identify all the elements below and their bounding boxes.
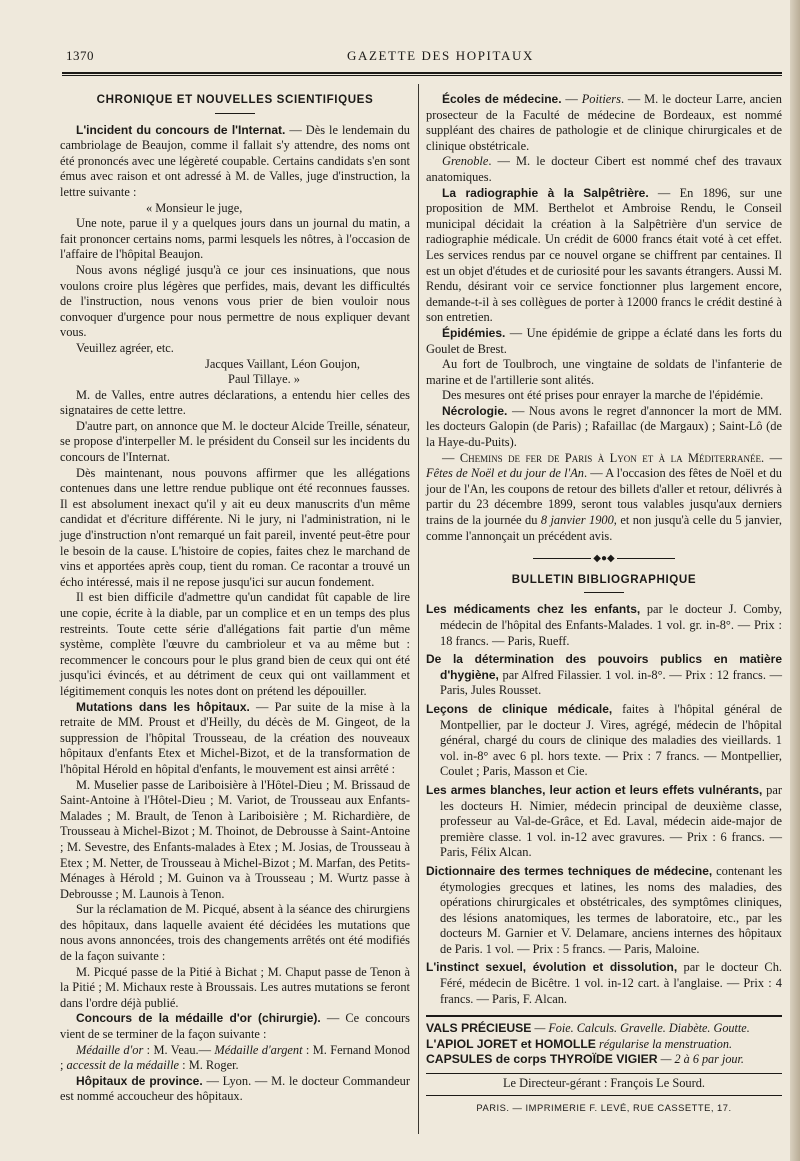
ornament-divider: ◆●◆ bbox=[426, 551, 782, 567]
imprint-line: PARIS. — IMPRIMERIE F. LEVÉ, RUE CASSETTE, 17. bbox=[426, 1095, 782, 1116]
title-rule bbox=[584, 592, 624, 593]
chronique-title: CHRONIQUE ET NOUVELLES SCIENTIFIQUES bbox=[96, 93, 374, 106]
ad-product: VALS PRÉCIEUSE bbox=[426, 1021, 532, 1036]
article-text: : M. Roger. bbox=[179, 1058, 239, 1073]
article-text: . — A l'occasion des fêtes de Noël et du jour de l'An, les coupons de retour des billets d'aller et retour, délivrés à partir du 23 décembre 1899, seront tous valables jusqu'aux derniers trains de la journée du bbox=[426, 466, 782, 528]
page-number: 1370 bbox=[66, 48, 94, 63]
right-column bbox=[426, 92, 782, 1116]
advertisement bbox=[426, 1037, 782, 1052]
header-rule bbox=[62, 72, 782, 76]
article-text: — En 1896, sur une proposition de MM. Berthelot et Ambroise Rendu, le Conseil municipal décidait la création à la Salpêtrière d'un service de radiographie médicale. Un crédit de 6000 francs était voté à cet effet. Les services rendus par ce nouvel organe se chiffrent par centaines. Il est un objet d'études et de curiosité pour les savants étrangers. Aussi M. Rendu, désirant voir ce service fonctionner plus largement encore, demande-t-il à ses collègues de porter à 12000 francs le crédit destiné à son entretien. bbox=[426, 185, 782, 325]
paragraph: Des mesures ont été prises pour enrayer la marche de l'épidémie. bbox=[442, 388, 764, 403]
article-heading: Hôpitaux de province. bbox=[76, 1073, 203, 1088]
bulletin-title: BULLETIN BIBLIOGRAPHIQUE bbox=[511, 572, 697, 586]
paragraph bbox=[426, 154, 782, 185]
article-text: — Ce concours vient de se terminer de la façon suivante : bbox=[60, 1011, 410, 1042]
letter-signature: Jacques Vaillant, Léon Goujon, bbox=[205, 356, 360, 371]
city-name: Grenoble bbox=[442, 154, 489, 169]
book-title: Les médicaments chez les enfants, bbox=[426, 602, 641, 617]
article-text: . — bbox=[761, 450, 782, 465]
paragraph: M. Picqué passe de la Pitié à Bichat ; M. Chaput passe de Tenon à la Pitié ; M. Michaux reste à Broussais. Les autres mutations se feront dans l'ordre déjà publié. bbox=[60, 964, 410, 1010]
paragraph bbox=[60, 123, 410, 201]
biblio-entry bbox=[426, 783, 782, 861]
article-heading: Épidémies. bbox=[442, 325, 506, 340]
page-edge bbox=[790, 0, 800, 1161]
left-column bbox=[60, 92, 410, 1105]
article-text: — Par suite de la mise à la retraite de MM. Proust et d'Heilly, du décès de M. Gingeot, de la suppression de l'hôpital Trousseau, de la création des nouveaux hôpitaux d'enfants Etex et Michel-Bizot, et de la transformation de l'hôpital Hérold en hôpital d'enfants, le mouvement est ainsi arrêté : bbox=[60, 699, 410, 776]
letter-signature: Paul Tillaye. » bbox=[228, 372, 300, 387]
notice-title: Fêtes de Noël et du jour de l'An bbox=[426, 466, 584, 481]
title-rule bbox=[215, 113, 255, 114]
book-title: Leçons de clinique médicale, bbox=[426, 701, 613, 716]
paragraph: D'autre part, on annonce que M. le docteur Alcide Treille, sénateur, se propose d'interpeller M. le président du Conseil sur les incidents du concours de l'Internat. bbox=[60, 418, 410, 465]
paragraph bbox=[60, 1011, 410, 1042]
article-heading: La radiographie à la Salpêtrière. bbox=[442, 185, 649, 200]
article-text: . — M. le docteur Larre, ancien prosecteur de la Faculté de médecine de Bordeaux, est nommé suppléant des chaires de pathologie et de clinique chirurgicales et de clinique obstétricale. bbox=[426, 92, 783, 153]
city-name: Poitiers bbox=[581, 92, 621, 106]
advertisements bbox=[426, 1015, 782, 1067]
ad-text: — 2 à 6 par jour. bbox=[657, 1052, 744, 1067]
article-text: , et non jusqu'à celle du 5 janvier, comme l'annonçait un précédent avis. bbox=[426, 513, 782, 543]
article-heading: Écoles de médecine. bbox=[442, 92, 562, 106]
award-label: accessit de la médaille bbox=[66, 1058, 180, 1073]
award-label: Médaille d'argent bbox=[214, 1042, 303, 1057]
biblio-entry bbox=[426, 702, 782, 780]
paragraph bbox=[426, 451, 782, 545]
paragraph: Dès maintenant, nous pouvons affirmer que les allégations contenues dans une lettre rendue publique ont été reconnues fausses. Il est absolument inexact qu'il y ait eu deux manuscrits d'un même candidat et d'écriture différente. Ni le jury, ni l'administration, ni le juge d'instruction n'ont remarqué un fait pareil, inventé peut-être pour le besoin de la cause. L'histoire de copies, faites chez le marchand de vins et apportées après coup, tient du roman. Ce racontar a trouvé un écho intéressé, mais il ne repose jusqu'ici sur aucun fondement. bbox=[60, 465, 410, 589]
paragraph: M. Muselier passe de Lariboisière à l'Hôtel-Dieu ; M. Brissaud de Saint-Antoine à l'Hôtel-Dieu ; M. Variot, de Trousseau aux Enfants-Malades ; M. Brault, de Tenon à Lariboisière ; M. Richardière, de Trousseau à Michel-Bizot ; M. Thoinot, de Debrousse à Saint-Antoine ; M. Sevestre, des Enfants-malades à Etex ; M. Josias, de Trousseau à Etex ; M. Netter, de Trousseau à Michel-Bizot ; M. Marfan, des Petits-Ménages à Hérold ; M. Guinon va à Trousseau ; M. Wurtz passe à Debrousse ; M. Launois à Tenon. bbox=[60, 777, 410, 901]
book-title: Dictionnaire des termes techniques de médecine, bbox=[426, 863, 713, 878]
paragraph: Sur la réclamation de M. Picqué, absent à la séance des chirurgiens des hôpitaux, dans laquelle avaient été décidées les mutations que nous avons annoncées, trois des changements arrêtés ont été modifiés de la façon suivante : bbox=[60, 902, 410, 964]
letter-salutation: « Monsieur le juge, bbox=[146, 200, 243, 215]
paragraph bbox=[426, 404, 782, 451]
article-text: — bbox=[442, 450, 460, 465]
article-heading: Concours de la médaille d'or (chirurgie). bbox=[76, 1011, 321, 1026]
letter-paragraph: Une note, parue il y a quelques jours dans un journal du matin, a fait prononcer certains noms, parmi lesquels les nôtres, à l'occasion de l'affaire de l'hôpital Beaujon. bbox=[60, 216, 410, 262]
book-title: L'instinct sexuel, évolution et dissolution, bbox=[426, 960, 678, 975]
article-heading: Nécrologie. bbox=[442, 403, 508, 418]
article-text: — bbox=[561, 92, 582, 106]
railway-name: Chemins de fer de Paris à Lyon et à la Méditerranée bbox=[459, 450, 762, 465]
article-text: — Nous avons le regret d'annoncer la mort de MM. les docteurs Galopin (de Paris) ; Rafaillac (de Margaux) ; Saint-Lô (de la Haye-du-Puits). bbox=[426, 403, 782, 450]
paragraph bbox=[60, 1074, 410, 1105]
article-heading: L'incident du concours de l'Internat. bbox=[76, 122, 286, 137]
paragraph bbox=[426, 92, 782, 154]
article-heading: Mutations dans les hôpitaux. bbox=[76, 699, 250, 714]
journal-title: GAZETTE DES HOPITAUX bbox=[347, 48, 534, 63]
book-details: faites à l'hôpital général de Montpellier, par le docteur J. Vires, agrégé, médecin de l'hôpital général, chargé du cours de clinique des maladies des vieillards. 1 vol. in-8° avec 6 pl. hors texte. — Prix : 7 francs. — Montpellier, Coulet ; Paris, Masson et Cie. bbox=[440, 701, 782, 779]
book-details: par Alfred Filassier. 1 vol. in-8°. — Prix : 12 francs. — Paris, Jules Rousset. bbox=[440, 667, 782, 698]
paragraph: Il est bien difficile d'admettre qu'un candidat fût capable de lire une copie, écrite à la diable, par un complice et en un temps des plus restreints. Toute cette série d'allégations fait partie d'un même système, complète l'œuvre du cambrioleur et va au même but : recommencer le concours pour le plus grand bien de ceux qui ont été jusqu'ici évincés, et au détriment de ceux qui ont vaillamment et légitimement conquis les notes dont on prétend les dépouiller. bbox=[60, 590, 410, 698]
biblio-entry bbox=[426, 602, 782, 649]
column-divider bbox=[418, 84, 419, 1134]
ad-text: régularise la menstruation. bbox=[595, 1036, 733, 1051]
director-line: Le Directeur-gérant : François Le Sourd. bbox=[426, 1073, 782, 1092]
biblio-entry bbox=[426, 960, 782, 1007]
award-label: Médaille d'or bbox=[76, 1042, 144, 1057]
book-title: De la détermination des pouvoirs publics en matière d'hygiène, bbox=[426, 652, 782, 682]
advertisement bbox=[426, 1021, 782, 1036]
article-text: — Dès le lendemain du cambriolage de Beaujon, comme il fallait s'y attendre, des noms ont été prononcés avec une légèreté coupable. Certains candidats s'en sont émus avec raison et ont adressé à M. de Valles, juge d'instruction, la lettre suivante : bbox=[60, 122, 410, 199]
book-details: par le docteur J. Comby, médecin de l'hôpital des Enfants-Malades. 1 vol. gr. in-8°. — Prix : 18 francs. — Paris, Rueff. bbox=[440, 602, 782, 648]
advertisement bbox=[426, 1052, 782, 1067]
paragraph bbox=[426, 326, 782, 357]
ad-product: CAPSULES de corps THYROÏDE VIGIER bbox=[426, 1052, 658, 1067]
ad-product: L'APIOL JORET et HOMOLLE bbox=[426, 1036, 596, 1051]
page-header bbox=[62, 48, 780, 68]
paragraph bbox=[60, 700, 410, 778]
article-text: — Lyon. — M. le docteur Commandeur est nommé accoucheur des hôpitaux. bbox=[60, 1073, 410, 1104]
article-text: : M. Fernand Monod ; bbox=[60, 1042, 410, 1073]
book-title: Les armes blanches, leur action et leurs effets vulnérants, bbox=[426, 782, 763, 797]
paragraph: Au fort de Toulbroch, une vingtaine de soldats de l'infanterie de marine et de l'artillerie sont alités. bbox=[426, 357, 782, 387]
letter-paragraph: Nous avons négligé jusqu'à ce jour ces insinuations, que nous voulons croire plus légères que perfides, mais, devant les difficultés de l'instruction, nous venons vous prier de bien vouloir nous convoquer d'urgence pour nous permettre de nous expliquer devant vous. bbox=[60, 262, 410, 340]
biblio-entry bbox=[426, 864, 782, 958]
paragraph bbox=[426, 186, 782, 326]
book-details: par les docteurs H. Nimier, médecin principal de deuxième classe, professeur au Val-de-Grâce, et Ed. Laval, médecin aide-major de première classe. 1 vol. in-12 avec gravures. — Prix : 6 francs. — Paris, Félix Alcan. bbox=[440, 782, 782, 860]
ad-text: — Foie. Calculs. Gravelle. Diabète. Goutte. bbox=[531, 1021, 750, 1036]
article-text: . — M. le docteur Cibert est nommé chef des travaux anatomiques. bbox=[426, 154, 782, 184]
book-details: contenant les étymologies grecques et latines, les noms des maladies, des opérations chirurgicales et obstétricales, des symptômes cliniques, des lésions anatomiques, les termes de laboratoire, etc., par les docteurs M. Garnier et V. Delamare, anciens internes des hôpitaux de Paris. 1 vol. — Prix : 5 francs. — Paris, Maloine. bbox=[440, 863, 783, 956]
letter-closing: Veuillez agréer, etc. bbox=[76, 340, 174, 355]
paragraph bbox=[60, 1043, 410, 1074]
article-text: — Une épidémie de grippe a éclaté dans les forts du Goulet de Brest. bbox=[426, 325, 782, 356]
biblio-entry bbox=[426, 652, 782, 699]
notice-date: 8 janvier 1900 bbox=[540, 513, 614, 528]
article-text: : M. Veau.— bbox=[143, 1042, 215, 1057]
book-details: par le docteur Ch. Féré, médecin de Bicêtre. 1 vol. in-12 cart. à l'anglaise. — Prix : 4 francs. — Paris, F. Alcan. bbox=[440, 960, 782, 1006]
paragraph: M. de Valles, entre autres déclarations, a entendu hier celles des signataires de cette lettre. bbox=[60, 387, 410, 418]
